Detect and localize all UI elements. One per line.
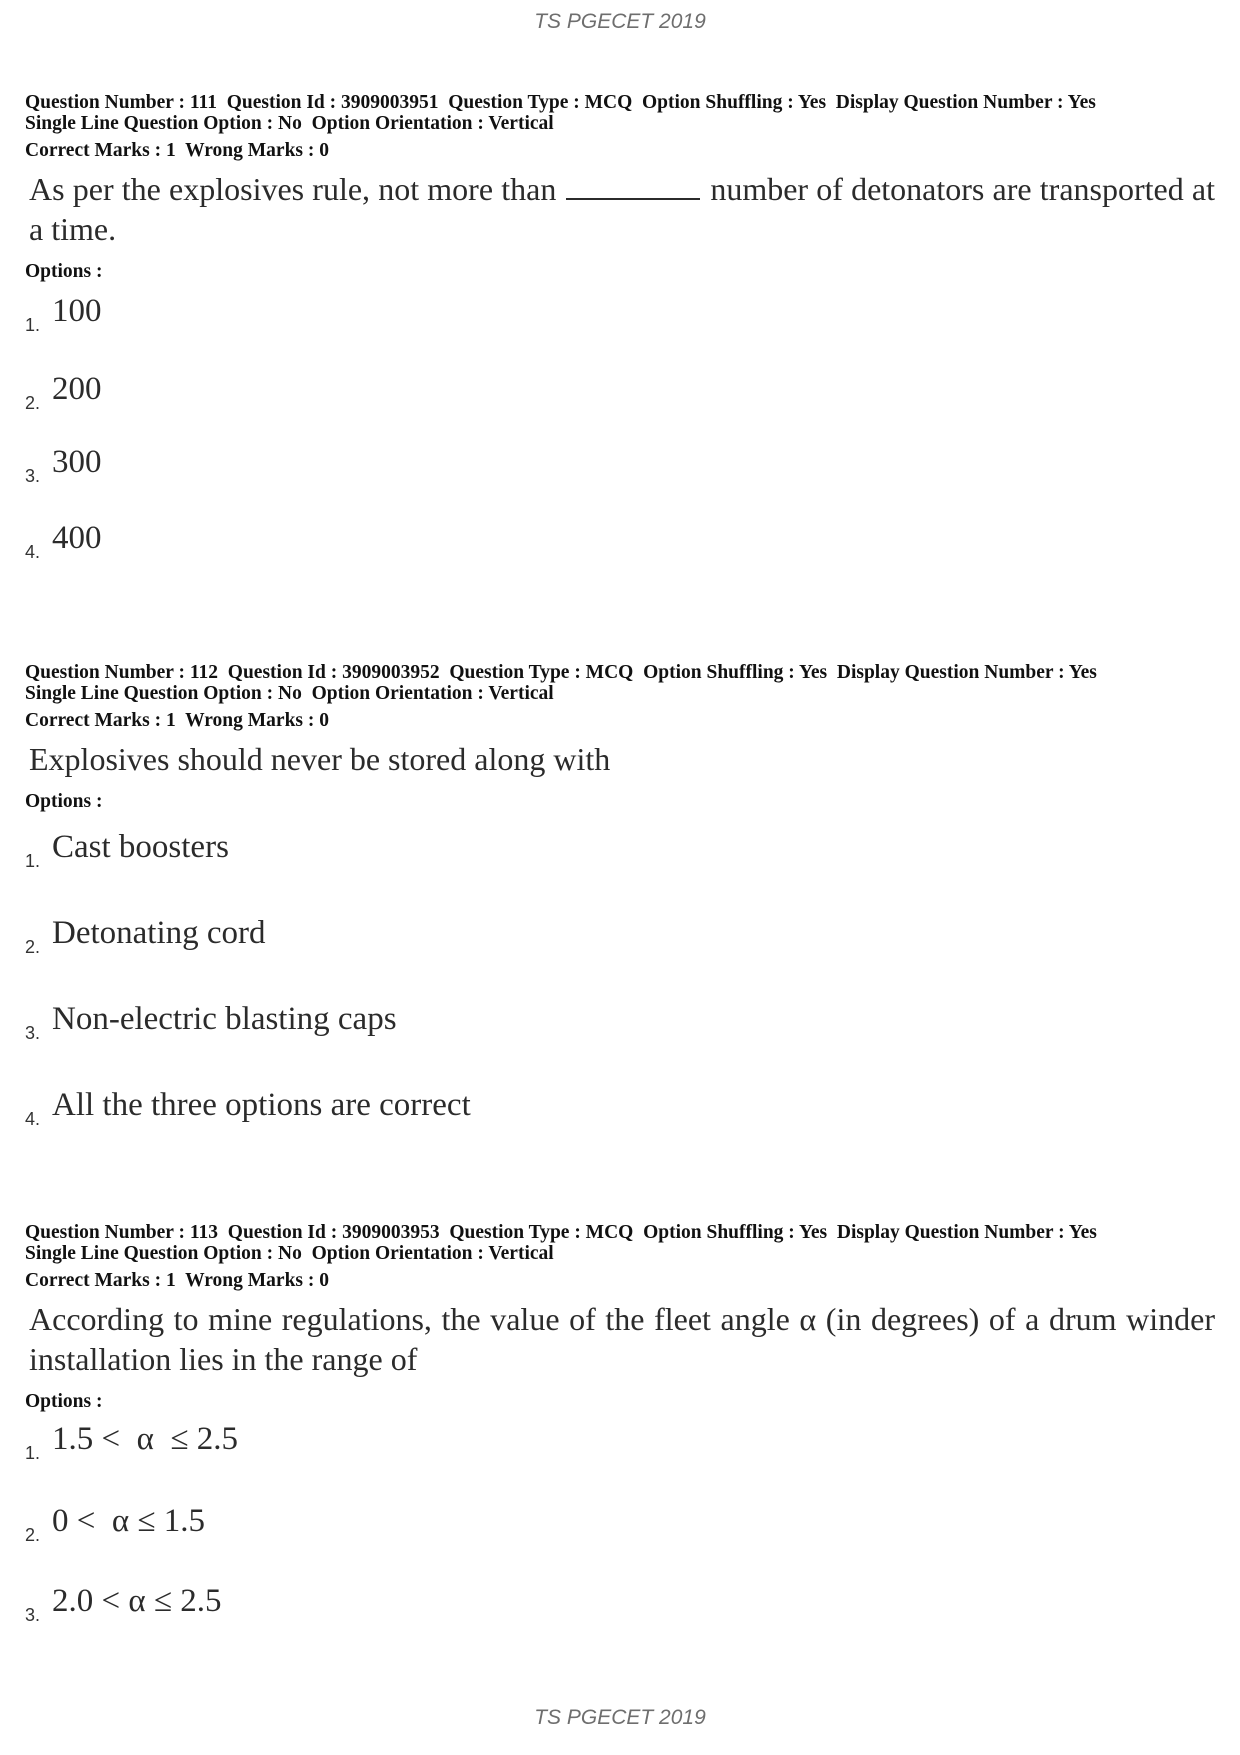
options-label: Options : [25, 261, 103, 282]
option-text: Non-electric blasting caps [52, 1001, 397, 1037]
question-111 [25, 92, 1215, 283]
option-number: 3. [25, 1605, 41, 1625]
question-text-after-blank: number of detonators are transported at a time. [29, 171, 1216, 247]
option-number: 4. [25, 1109, 41, 1129]
question-meta-line-1: Question Number : 112 Question Id : 3909003952 Question Type : MCQ Option Shuffling : Yes Display Question Number : Yes [25, 662, 1097, 683]
option-number: 2. [25, 393, 41, 413]
option-text: 1.5 < α ≤ 2.5 [52, 1421, 239, 1457]
page-footer: TS PGECET 2019 [534, 1706, 706, 1729]
question-meta-line-2: Single Line Question Option : No Option Orientation : Vertical [25, 683, 554, 704]
question-marks: Correct Marks : 1 Wrong Marks : 0 [25, 1270, 330, 1291]
option-text: 2.0 < α ≤ 2.5 [52, 1583, 222, 1619]
question-112 [25, 662, 1215, 813]
option-number: 1. [25, 1443, 41, 1463]
option-text: 100 [52, 293, 102, 329]
fill-in-blank [566, 172, 700, 200]
option-number: 4. [25, 542, 41, 562]
question-meta-line-2: Single Line Question Option : No Option Orientation : Vertical [25, 113, 554, 134]
question-meta-line-1: Question Number : 111 Question Id : 3909003951 Question Type : MCQ Option Shuffling : Yes Display Question Number : Yes [25, 92, 1096, 113]
option-text: All the three options are correct [52, 1087, 471, 1123]
option-text: Detonating cord [52, 915, 266, 951]
option-text: 200 [52, 371, 102, 407]
question-marks: Correct Marks : 1 Wrong Marks : 0 [25, 710, 330, 731]
option-text: 0 < α ≤ 1.5 [52, 1503, 206, 1539]
option-number: 3. [25, 466, 41, 486]
option-text: 400 [52, 520, 102, 556]
question-meta-line-2: Single Line Question Option : No Option Orientation : Vertical [25, 1243, 554, 1264]
question-marks: Correct Marks : 1 Wrong Marks : 0 [25, 140, 330, 161]
question-text: Explosives should never be stored along with [29, 741, 611, 777]
option-number: 2. [25, 1525, 41, 1545]
option-number: 1. [25, 851, 41, 871]
option-text: 300 [52, 444, 102, 480]
question-text-before-blank: As per the explosives rule, not more than [29, 171, 557, 207]
option-number: 2. [25, 937, 41, 957]
question-text [25, 169, 1215, 249]
option-number: 3. [25, 1023, 41, 1043]
options-label: Options : [25, 1391, 103, 1412]
page-header: TS PGECET 2019 [534, 10, 706, 33]
question-meta-line-1: Question Number : 113 Question Id : 3909003953 Question Type : MCQ Option Shuffling : Yes Display Question Number : Yes [25, 1222, 1097, 1243]
question-113 [25, 1222, 1215, 1413]
option-text: Cast boosters [52, 829, 229, 865]
option-number: 1. [25, 315, 41, 335]
question-text: According to mine regulations, the value of the fleet angle α (in degrees) of a drum winder installation lies in the range of [29, 1301, 1215, 1377]
options-label: Options : [25, 791, 103, 812]
